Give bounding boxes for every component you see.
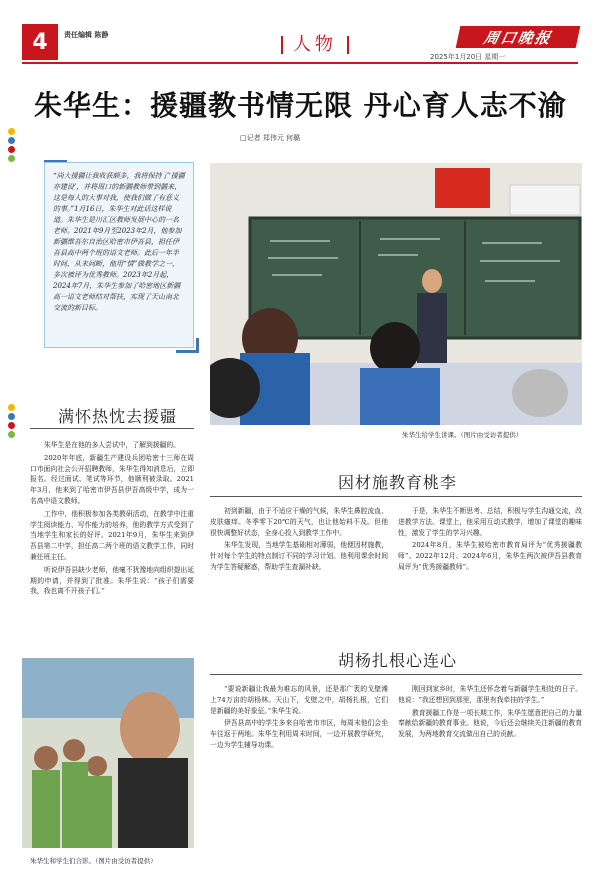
paragraph: 工作中，他积极参加各类教研活动，在教学中注重学生阅读能力、写作能力的培养，他的教学方式受到了当地学生和家长的好评。2021年9月，朱华生来到伊吾县第二中学，担任高二两个班的语文教学工作，同时兼任班主任。 (30, 509, 194, 561)
group-photo (22, 658, 194, 848)
section-body-col1 (210, 684, 388, 751)
decorative-dots (8, 404, 18, 440)
section-rule (210, 496, 582, 497)
paragraph: 听说伊吾县缺少老师，他毫不犹豫地向组织提出延期的申请，并得到了批准。朱华生说：“孩子们需要我，我也离不开孩子们。” (30, 565, 194, 596)
paragraph: 于是，朱华生不断思考、总结，积极与学生沟通交流，改进教学方法。课堂上，他采用互动式教学，增加了课堂的趣味性，激发了学生的学习兴趣。 (398, 507, 582, 537)
section-body-col2 (398, 506, 582, 573)
classroom-illustration (210, 163, 582, 425)
section-label: 人物 (293, 34, 337, 55)
paragraph: “要说新疆让我最为难忘的风景，还是那广袤的戈壁滩上74万亩的胡杨林。天山下，戈壁之中，胡杨扎根，它们是新疆的美好象征。”朱华生说。 (210, 685, 388, 715)
section-rule (210, 674, 582, 675)
paragraph: 教育援疆工作是一项长期工作，朱华生愿意把自己的力量奉献给新疆的教育事业。他说，今后还会继续关注新疆的教育发展，为两地教育交流做出自己的贡献。 (398, 708, 582, 739)
divider (281, 36, 283, 54)
paragraph: 刚回到家乡时，朱华生还怀念着与新疆学生相处的日子。他说：“我还想回到那里，那里有我牵挂的学生。” (398, 685, 582, 704)
section-rule (30, 428, 194, 429)
paragraph: 朱华生是在他的多人尝试中，了解到援疆的。 (44, 441, 180, 449)
editor-credit: 责任编辑 陈静 (64, 31, 109, 39)
section-body-col1 (210, 506, 388, 573)
photo1-caption: 朱华生给学生讲课。（图片由受访者提供） (402, 431, 523, 439)
header-rule (22, 62, 578, 64)
byline: □记者 郑伟元 何璐 (240, 134, 301, 142)
intro-box: “尚大援疆让我收获颇多，我将保持了‘援疆亦建设’，并将周口的新疆教师带到疆来，这是每人的大事对我，使我们做了有意义的事。”1月16日，朱华生对此话这样说道。朱华生是川汇区教师发展中心的一名老师。2021年9月至2023年2月，他参加新疆维吾尔自治区哈密市伊吾县，担任伊吾县高中两个班的语文老师。此后一年半时间，从未间断，他用“情”做教学之一，多次被评为优秀教师。2023年2月起，2024年7月，朱华生参加了哈密地区新疆高一语文老师结对帮扶，实现了天山南北交流的新目标。 (44, 162, 194, 348)
decorative-dots (8, 128, 18, 164)
masthead-logo: 周口晚报 (456, 26, 581, 48)
divider (347, 36, 349, 54)
section-heading: 因材施教育桃李 (338, 473, 458, 492)
classroom-photo (210, 163, 582, 425)
photo2-caption: 朱华生和学生们合影。（图片由受访者提供） (30, 857, 157, 865)
section-title (250, 30, 380, 56)
group-illustration (22, 658, 194, 848)
section-body (30, 440, 194, 597)
paragraph: 朱华生发现，当地学生基础相对薄弱，他便因材施教，针对每个学生的特点制订不同的学习计划。他利用课余时间为学生答疑解惑，帮助学生查漏补缺。 (210, 541, 388, 571)
paragraph: 2024年8月，朱华生被哈密市教育局评为“优秀援疆教师”。2022年12月、2024年6月，朱华生两次被伊吾县教育局评为“优秀援疆教师”。 (398, 541, 582, 571)
paragraph: 2020年年底，新疆生产建设兵团哈密十三师在周口市面向社会公开招聘教师，朱华生得知消息后，立即报名。经过面试、笔试等环节，他顺利被录取。2021年3月，他来到了哈密市伊吾县伊吾高级中学，成为一名高中语文教师。 (30, 453, 194, 505)
page-number: 4 (22, 24, 58, 60)
paragraph: 初到新疆，由于不适应干燥的气候，朱华生鼻腔流血、皮肤瘙痒。冬季零下20℃的天气，也让他始料不及。但他很快调整好状态，全身心投入到教学工作中。 (210, 507, 388, 537)
paragraph: 伊吾县高中的学生多来自哈密市市区，每周末他们会坐车往返于两地。朱华生利用周末时间，一边开展教学研究，一边为学生辅导功课。 (210, 719, 388, 749)
intro-corner (176, 338, 199, 353)
section-heading: 胡杨扎根心连心 (338, 651, 458, 670)
section-body-col2 (398, 684, 582, 740)
section-heading: 满怀热忱去援疆 (58, 407, 178, 426)
issue-date: 2025年1月20日 星期一 (430, 53, 506, 61)
headline: 朱华生：援疆教书情无限 丹心育人志不渝 (34, 89, 567, 122)
